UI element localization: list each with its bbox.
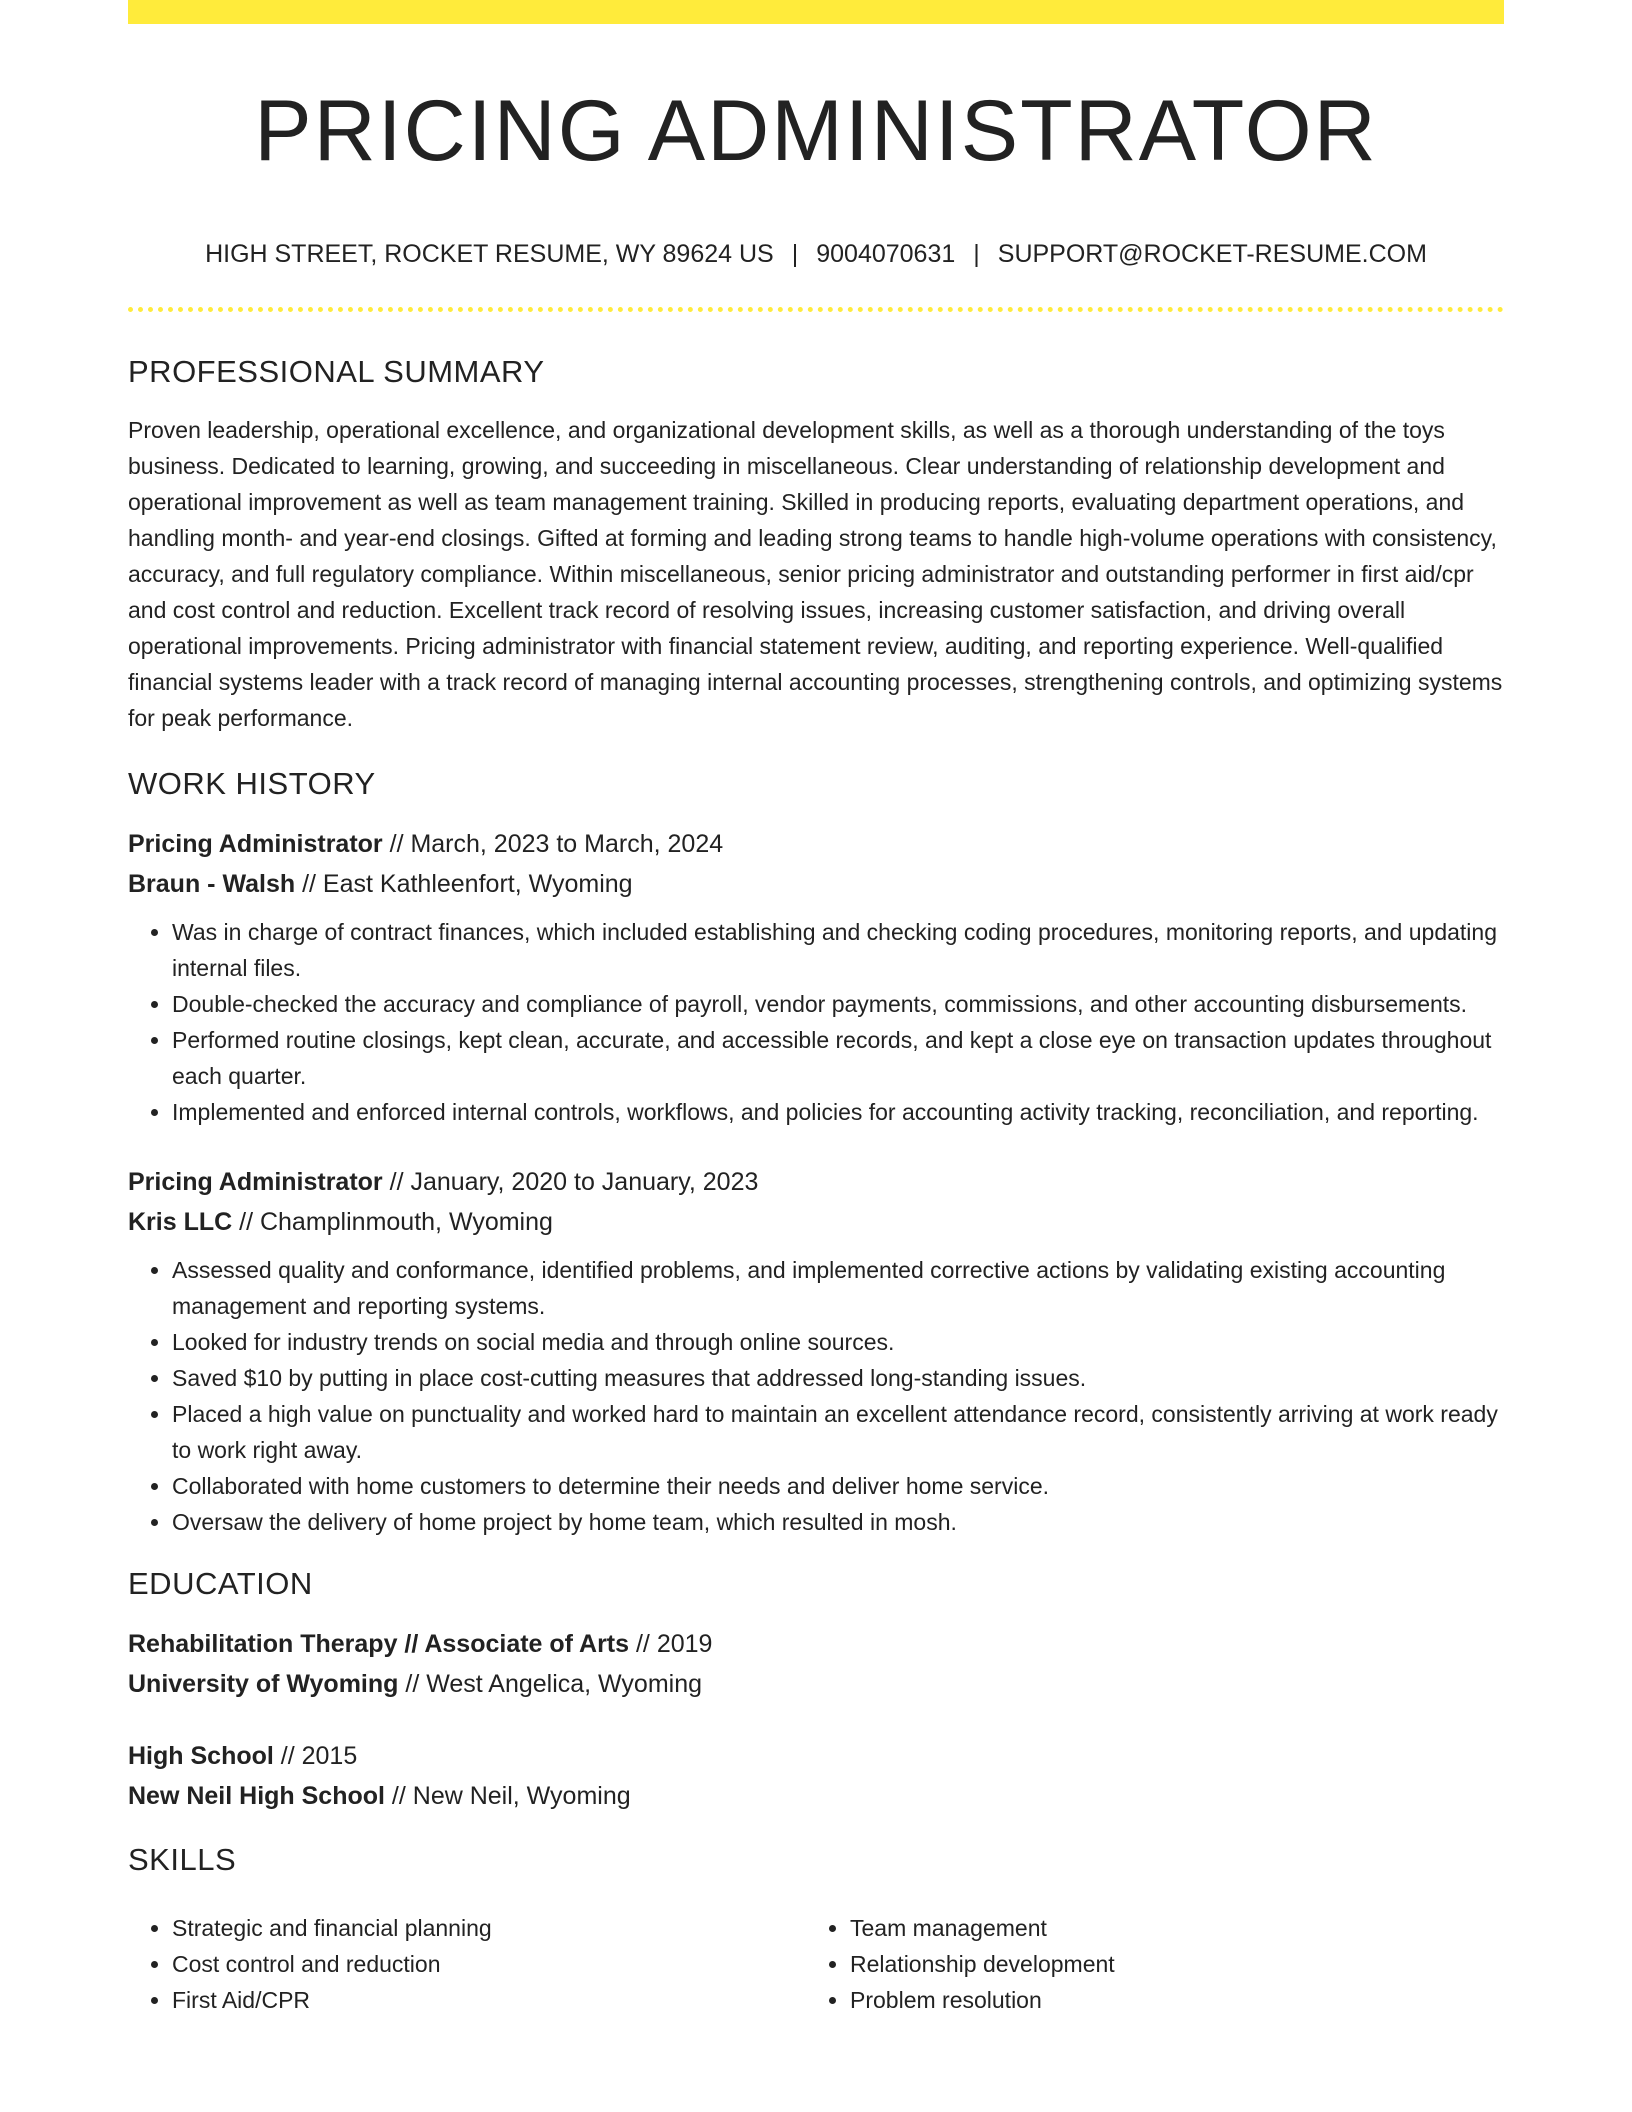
section-heading: EDUCATION xyxy=(128,1566,313,1601)
education-entry xyxy=(128,1624,1504,1704)
education-year: // 2019 xyxy=(629,1630,713,1658)
job-location: // Champlinmouth, Wyoming xyxy=(232,1208,553,1236)
school: New Neil High School xyxy=(128,1782,385,1810)
job-title-line xyxy=(128,824,1504,864)
job-company-line xyxy=(128,864,1504,904)
job-bullets xyxy=(128,914,1504,1130)
contact-address: HIGH STREET, ROCKET RESUME, WY 89624 US xyxy=(205,240,774,268)
job-title: Pricing Administrator xyxy=(128,1168,383,1196)
job-title: Pricing Administrator xyxy=(128,830,383,858)
skill-item: • Problem resolution xyxy=(850,1982,1484,2018)
degree: High School xyxy=(128,1742,274,1770)
work-history-section xyxy=(128,762,1504,1540)
job-bullets xyxy=(128,1252,1504,1540)
accent-top-bar xyxy=(128,0,1504,24)
contact-separator: | xyxy=(791,240,799,268)
list-item: • Performed routine closings, kept clean, accurate, and accessible records, and kept a close eye on transaction updates throughout each quarter. xyxy=(172,1022,1504,1094)
school-location: // New Neil, Wyoming xyxy=(384,1782,631,1810)
list-item: • Double-checked the accuracy and compliance of payroll, vendor payments, commissions, and other accounting disbursements. xyxy=(172,986,1504,1022)
skill-item: • Team management xyxy=(850,1910,1484,1946)
school: University of Wyoming xyxy=(128,1670,399,1698)
job-dates: // January, 2020 to January, 2023 xyxy=(382,1168,759,1196)
job-title-line xyxy=(128,1162,1504,1202)
contact-phone: 9004070631 xyxy=(816,240,956,268)
section-heading: PROFESSIONAL SUMMARY xyxy=(128,354,545,389)
list-item: • Collaborated with home customers to determine their needs and deliver home service. xyxy=(172,1468,1504,1504)
resume-content xyxy=(128,350,1504,2018)
skill-item: • Cost control and reduction xyxy=(172,1946,806,1982)
section-heading: WORK HISTORY xyxy=(128,766,376,801)
job-company: Kris LLC xyxy=(128,1208,233,1236)
contact-email: SUPPORT@ROCKET-RESUME.COM xyxy=(997,240,1427,268)
education-section xyxy=(128,1562,1504,1816)
skill-item: • Relationship development xyxy=(850,1946,1484,1982)
skills-columns xyxy=(128,1900,1504,2018)
skills-section xyxy=(128,1838,1504,2018)
list-item: • Placed a high value on punctuality and worked hard to maintain an excellent attendance record, consistently arriving at work ready to work right away. xyxy=(172,1396,1504,1468)
job-dates: // March, 2023 to March, 2024 xyxy=(382,830,724,858)
list-item: • Implemented and enforced internal controls, workflows, and policies for accounting activity tracking, reconciliation, and reporting. xyxy=(172,1094,1504,1130)
contact-line xyxy=(128,234,1504,274)
summary-section xyxy=(128,350,1504,736)
section-heading: SKILLS xyxy=(128,1842,237,1877)
school-location: // West Angelica, Wyoming xyxy=(398,1670,703,1698)
contact-separator: | xyxy=(973,240,980,268)
degree: Rehabilitation Therapy // Associate of Arts xyxy=(128,1630,630,1658)
job-company-line xyxy=(128,1202,1504,1242)
list-item: • Oversaw the delivery of home project by home team, which resulted in mosh. xyxy=(172,1504,1504,1540)
degree-line xyxy=(128,1624,1504,1664)
education-year: // 2015 xyxy=(273,1742,358,1770)
list-item: • Looked for industry trends on social media and through online sources. xyxy=(172,1324,1504,1360)
skills-right-column xyxy=(806,1910,1484,2018)
dotted-divider xyxy=(128,307,1504,312)
job-location: // East Kathleenfort, Wyoming xyxy=(295,870,633,898)
summary-text: Proven leadership, operational excellence, and organizational development skills, as well as a thorough understanding of the toys business. Dedicated to learning, growing, and succeeding in miscellaneous. Clear understanding of relationship development and operational improvement as well as team management training. Skilled in producing reports, evaluating department operations, and handling month- and year-end closings. Gifted at forming and leading strong teams to handle high-volume operations with consistency, accuracy, and full regulatory compliance. Within miscellaneous, senior pricing administrator and outstanding performer in first aid/cpr and cost control and reduction. Excellent track record of resolving issues, increasing customer satisfaction, and driving overall operational improvements. Pricing administrator with financial statement review, auditing, and reporting experience. Well-qualified financial systems leader with a track record of managing internal accounting processes, strengthening controls, and optimizing systems for peak performance. xyxy=(128,417,1503,731)
education-entry xyxy=(128,1736,1504,1816)
list-item: • Was in charge of contract finances, which included establishing and checking coding procedures, monitoring reports, and updating internal files. xyxy=(172,914,1504,986)
job-entry xyxy=(128,824,1504,1130)
school-line xyxy=(128,1776,1504,1816)
skills-left-column xyxy=(128,1910,806,2018)
resume-name: PRICING ADMINISTRATOR xyxy=(254,83,1378,179)
job-company: Braun - Walsh xyxy=(128,870,296,898)
list-item: • Assessed quality and conformance, identified problems, and implemented corrective actions by validating existing accounting management and reporting systems. xyxy=(172,1252,1504,1324)
school-line xyxy=(128,1664,1504,1704)
degree-line xyxy=(128,1736,1504,1776)
skill-item: • Strategic and financial planning xyxy=(172,1910,806,1946)
job-entry xyxy=(128,1162,1504,1540)
skill-item: • First Aid/CPR xyxy=(172,1982,806,2018)
list-item: • Saved $10 by putting in place cost-cutting measures that addressed long-standing issues. xyxy=(172,1360,1504,1396)
